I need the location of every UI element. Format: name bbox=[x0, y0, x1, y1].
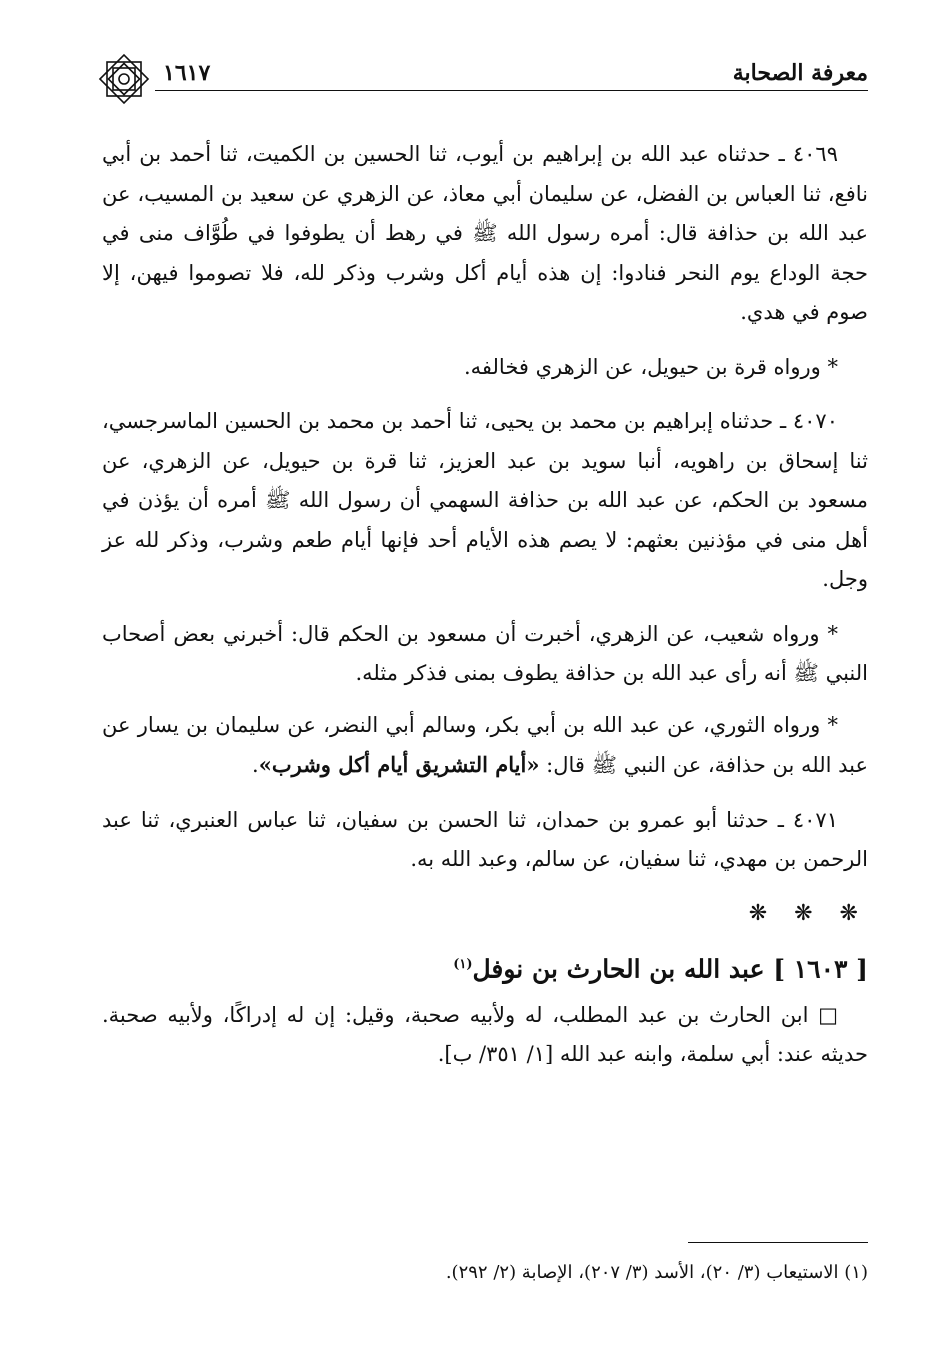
thawri-quote: «أيام التشريق أيام أكل وشرب» bbox=[258, 752, 540, 777]
footnote: (١) الاستيعاب (٣/ ٢٠)، الأسد (٣/ ٢٠٧)، الإصابة (٢/ ٢٩٢). bbox=[445, 1262, 868, 1283]
thawri-text: * ورواه الثوري، عن عبد الله بن أبي بكر، وسالم أبي النضر، عن سليمان بن يسار عن عبد الله بن حذافة، عن النبي ﷺ قال: bbox=[102, 712, 868, 777]
narration-note-thawri bbox=[102, 706, 868, 786]
footnote-rule bbox=[688, 1242, 868, 1243]
section-text: □ ابن الحارث بن عبد المطلب، له ولأبيه صحبة، وقيل: إن له إدراكًا، ولأبيه صحبة. حديثه عند: أبي سلمة، وابنه عبد الله [١/ ٣٥١/ ب]. bbox=[102, 1002, 868, 1067]
section-heading bbox=[102, 944, 868, 990]
hadith-4070: ٤٠٧٠ ـ حدثناه إبراهيم بن محمد بن يحيى، ثنا أحمد بن محمد بن الحسين الماسرجسي، ثنا إسحاق بن راهويه، أنبا سويد بن عبد العزيز، ثنا قرة بن حيويل، عن الزهري، عن مسعود بن الحكم، عن عبد الله بن حذافة السهمي أن رسول الله ﷺ أمره أن يؤذن في أهل منى في مؤذنين بعثهم: لا يصم هذه الأيام أحد فإنها أيام طعم وشرب، وذكر لله عز وجل. bbox=[102, 409, 868, 591]
footnote-ref: (١) bbox=[453, 956, 473, 972]
main-text bbox=[102, 135, 868, 1075]
narration-note-shuayb: * ورواه شعيب، عن الزهري، أخبرت أن مسعود بن الحكم قال: أخبرني بعض أصحاب النبي ﷺ أنه رأى عبد الله بن حذافة يطوف بمنى فذكر مثله. bbox=[102, 621, 868, 685]
hadith-4069: ٤٠٦٩ ـ حدثناه عبد الله بن إبراهيم بن أيوب، ثنا الحسين بن الكميت، ثنا أحمد بن أبي نافع، ثنا العباس بن الفضل، عن سليمان أبي معاذ، عن الزهري عن سعيد بن المسيب، عن عبد الله بن حذافة قال: أمره رسول الله ﷺ في رهط أن يطوفوا في طُوَّاف منى في حجة الوداع يوم النحر فنادوا: إن هذه أيام أكل وشرب وذكر لله، فلا تصوموا فيهن، إلا صوم في هدي. bbox=[102, 142, 868, 324]
hadith-4071: ٤٠٧١ ـ حدثنا أبو عمرو بن حمدان، ثنا الحسن بن سفيان، ثنا عباس العنبري، ثنا عبد الرحمن بن مهدي، ثنا سفيان، عن سالم، وعبد الله به. bbox=[102, 807, 868, 871]
octagram-star-ornament-icon bbox=[95, 50, 153, 108]
section-title: [ ١٦٠٣ ] عبد الله بن الحارث بن نوفل bbox=[472, 953, 868, 983]
running-title: معرفة الصحابة bbox=[732, 60, 868, 86]
narration-note-qurra: * ورواه قرة بن حيويل، عن الزهري فخالفه. bbox=[463, 354, 838, 379]
thawri-end: . bbox=[252, 753, 259, 777]
page-number: ١٦١٧ bbox=[163, 60, 211, 86]
section-separator: ❋ ❋ ❋ bbox=[748, 900, 868, 926]
header-rule bbox=[155, 90, 868, 91]
page-header bbox=[95, 50, 868, 110]
